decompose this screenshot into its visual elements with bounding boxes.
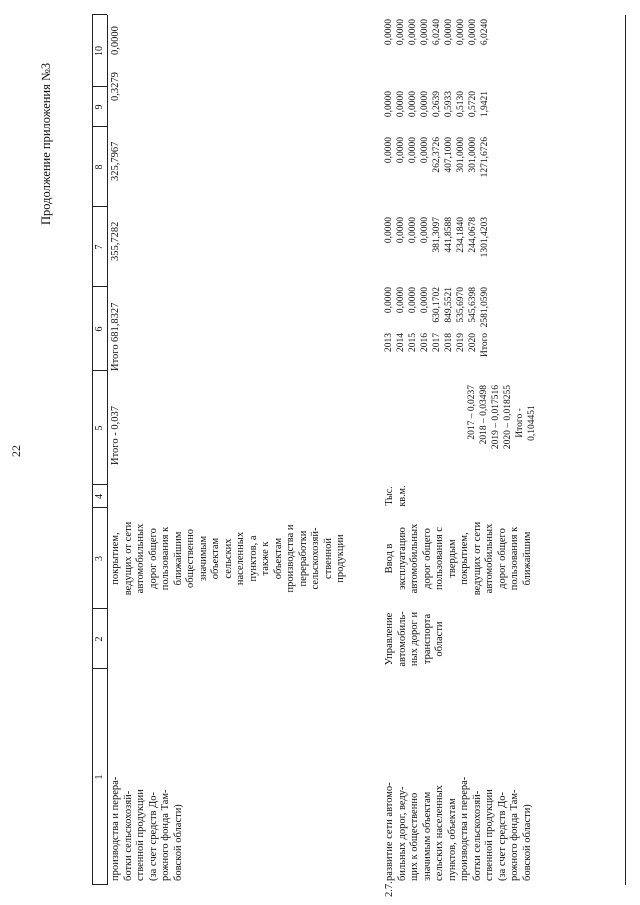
prev-row-target-total: Итого - 0,037 <box>110 406 121 465</box>
row-number: 2.7. <box>384 881 395 897</box>
local-2016: 0,0000 <box>420 91 430 118</box>
federal-2013: 0,0000 <box>384 137 394 164</box>
other-sum: 6,0240 <box>480 19 490 46</box>
header-col-1: 1 <box>94 774 105 780</box>
total-2019: 535,6970 <box>456 287 466 323</box>
regional-2013: 0,0000 <box>384 217 394 244</box>
year-2016: 2016 <box>420 333 430 352</box>
federal-2020: 301,0000 <box>468 137 478 173</box>
header-col-6: 6 <box>94 326 105 332</box>
header-col-5: 5 <box>94 425 105 431</box>
regional-2017: 381,3097 <box>432 217 442 253</box>
total-2013: 0,0000 <box>384 287 394 314</box>
local-2019: 0,5130 <box>456 91 466 118</box>
total-2016: 0,0000 <box>420 287 430 314</box>
total-2020: 545,6398 <box>468 287 478 323</box>
prev-row-year-total: Итого <box>110 344 121 371</box>
federal-2016: 0,0000 <box>420 137 430 164</box>
prev-row-federal-budget: 325,7967 <box>110 141 121 181</box>
other-2017: 6,0240 <box>432 19 442 46</box>
header-col-3: 3 <box>94 556 105 561</box>
local-2014: 0,0000 <box>396 91 406 118</box>
federal-2015: 0,0000 <box>408 137 418 164</box>
appendix-caption: Продолжение приложения №3 <box>39 62 53 225</box>
other-2015: 0,0000 <box>408 19 418 46</box>
target-total: Итого - 0,104451 <box>515 405 537 441</box>
header-col-8: 8 <box>94 164 105 170</box>
total-2017: 630,1702 <box>432 287 442 323</box>
header-col-7: 7 <box>94 244 105 250</box>
regional-2014: 0,0000 <box>396 217 406 244</box>
row-description: развитие сети автомо- бильных дорог, веду- щих к общественно значимым объектам сельских населенных пунктов, объектам производства и перера- ботки сельскохозяй- ственной продукции (за счет средств До- рожного фонда Там- бовской области) <box>384 776 533 881</box>
total-2014: 0,0000 <box>396 287 406 314</box>
year-2014: 2014 <box>396 333 406 352</box>
other-2014: 0,0000 <box>396 19 406 46</box>
federal-sum: 1271,6726 <box>480 137 490 178</box>
year-2015: 2015 <box>408 333 418 352</box>
other-2020: 0,0000 <box>468 19 478 46</box>
local-sum: 1,9421 <box>480 91 490 118</box>
local-2017: 0,2639 <box>432 91 442 118</box>
other-2019: 0,0000 <box>456 19 466 46</box>
local-2018: 0,5933 <box>444 91 454 118</box>
year-2020: 2020 <box>468 333 478 352</box>
local-2020: 0,5720 <box>468 91 478 118</box>
regional-2016: 0,0000 <box>420 217 430 244</box>
row-unit: Тыс. кв.м. <box>384 485 408 507</box>
regional-sum: 1301,4203 <box>480 217 490 258</box>
year-2013: 2013 <box>384 333 394 352</box>
prev-row-regional-budget: 355,7282 <box>110 221 121 261</box>
other-2013: 0,0000 <box>384 19 394 46</box>
total-2018: 849,5521 <box>444 287 454 323</box>
federal-2018: 407,1000 <box>444 137 454 173</box>
regional-2020: 244,0678 <box>468 217 478 253</box>
regional-2018: 441,8588 <box>444 217 454 253</box>
target-2017: 2017 – 0,0237 <box>467 385 477 440</box>
regional-2015: 0,0000 <box>408 217 418 244</box>
prev-row-local-budget: 0,3279 <box>110 72 121 101</box>
target-2018: 2018 – 0,03498 <box>479 385 489 445</box>
federal-2014: 0,0000 <box>396 137 406 164</box>
year-2018: 2018 <box>444 333 454 352</box>
prev-row-funding-total: 681,8327 <box>110 302 121 342</box>
row-responsible: Управление автомобиль- ных дорог и транспорта области <box>384 611 445 667</box>
target-2019: 2019 – 0,017516 <box>491 385 501 450</box>
total-sum: 2581,0590 <box>480 287 490 328</box>
year-2019: 2019 <box>456 333 466 352</box>
prev-row-description: производства и перера- ботки сельскохозяй- ственной продукции (за счет средств До- рожного фонда Там- бовской области) <box>110 776 184 881</box>
header-col-2: 2 <box>94 636 105 642</box>
header-col-10: 10 <box>94 46 105 56</box>
header-col-9: 9 <box>94 104 105 110</box>
prev-row-other-sources: 0,0000 <box>110 26 121 55</box>
year-total: Итого <box>480 333 490 358</box>
row-indicator: Ввод в эксплуатацию автомобильных дорог общего пользования с твердым покрытием, ведущих от сети автомобильных дорог общего пользования к ближайшим <box>384 521 533 596</box>
regional-2019: 234,1840 <box>456 217 466 253</box>
prev-row-indicator: покрытием, ведущих от сети автомобильных дорог общего пользования к ближайшим общественно значимым объектам сельских населенных пунктов, а также к объектам производства и переработки сельскохозяй- ственной продукции <box>110 521 346 596</box>
local-2013: 0,0000 <box>384 91 394 118</box>
target-2020: 2020 – 0,018255 <box>503 385 513 450</box>
header-col-4: 4 <box>94 494 105 499</box>
page-number: 22 <box>9 445 23 457</box>
federal-2019: 301,0000 <box>456 137 466 173</box>
year-2017: 2017 <box>432 333 442 352</box>
federal-2017: 262,3726 <box>432 137 442 173</box>
local-2015: 0,0000 <box>408 91 418 118</box>
total-2015: 0,0000 <box>408 287 418 314</box>
other-2018: 0,0000 <box>444 19 454 46</box>
other-2016: 0,0000 <box>420 19 430 46</box>
